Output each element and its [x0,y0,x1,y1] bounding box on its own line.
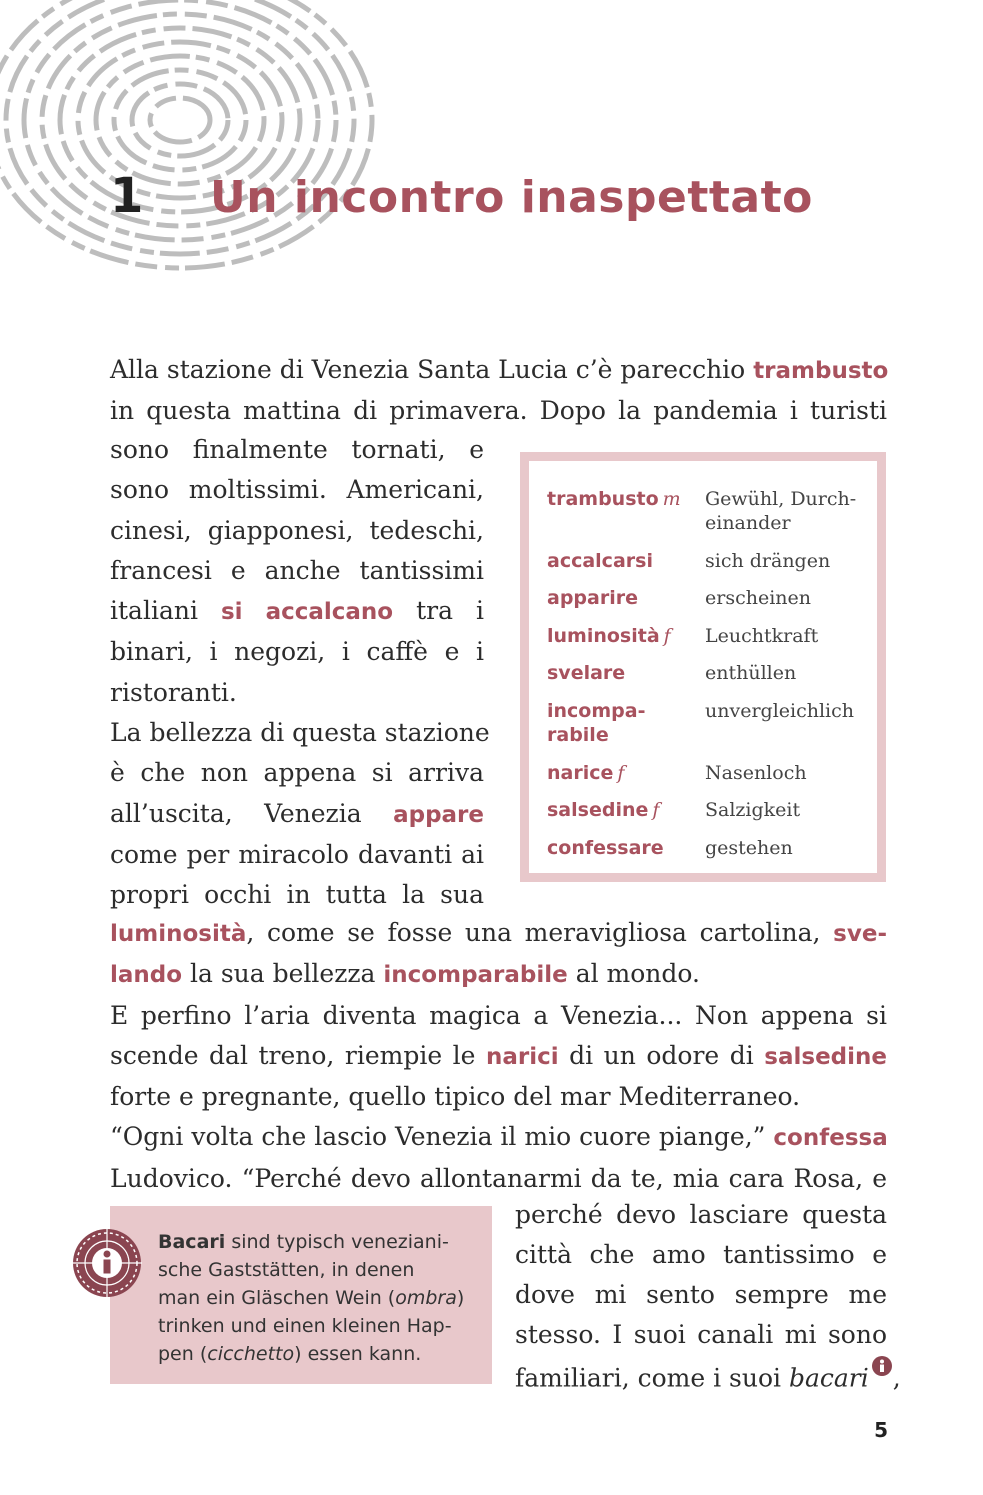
vocabulary-translation: unvergleichlich [705,699,855,722]
info-icon [70,1226,144,1300]
page-number: 5 [874,1418,888,1442]
vocabulary-row [547,549,877,573]
vocabulary-term: accalcarsi [547,549,653,572]
vocabulary-translation: Gewühl, Durch- einander [705,488,857,534]
paragraph-intro: Alla stazione di Venezia Santa Lucia c’è parecchio trambusto in questa mattina di primavera. Dopo la pandemia i turisti [110,355,889,426]
paragraph-narrow: sono finalmente tornati, e sono moltissimi. Americani, cinesi, giapponesi, tedeschi, francesi e anche tantissimi italiani si accalcano tra i binari, i negozi, i caffè e i ristoranti. La bellezza di questa stazione è che non appena si arriva all’uscita, Venezia appare come per miracolo davanti ai propri occhi in tutta la sua [110,435,490,910]
keyword: appare [393,801,484,828]
vocabulary-translation: Salzigkeit [705,799,801,822]
info-text: Bacari sind typisch veneziani- sche Gaststätten, in denen man ein Gläschen Wein (ombra) trinken und einen kleinen Hap- pen (cicchetto) essen kann. [158,1231,465,1365]
keyword: salsedine [764,1043,887,1070]
vocabulary-row [547,624,877,648]
keyword: incomparabile [383,962,568,989]
vocabulary-gender: m [662,488,681,510]
keyword: sve- [833,921,887,947]
keyword: narici [485,1043,559,1070]
keyword: si accalcano [220,599,394,626]
vocabulary-term: trambusto m [547,488,681,510]
vocabulary-box [520,452,886,882]
vocabulary-gender: f [652,799,660,822]
vocabulary-translation: gestehen [705,836,793,859]
vocabulary-term: luminosità f [547,624,671,647]
vocabulary-translation: sich drängen [705,549,831,572]
vocabulary-row [547,761,877,785]
info-box [110,1206,492,1384]
keyword: confessa [773,1125,888,1152]
vocabulary-term: salsedine f [547,799,660,822]
vocabulary-gender: f [663,624,671,647]
info-reference-icon [871,1355,893,1377]
vocabulary-row [547,487,877,535]
vocabulary-translation: enthüllen [705,662,797,685]
vocabulary-row [547,661,877,685]
paragraph-right-column: perché devo lasciare questa città che amo tantissimo e dove mi sento sempre me stesso. I suoi canali mi sono familiari, come i suoi bacari , [515,1200,901,1393]
vocabulary-translation: Leuchtkraft [705,624,819,647]
vocabulary-gender: f [617,761,625,784]
keyword: luminosità [110,921,247,947]
vocabulary-term: narice f [547,761,625,784]
vocabulary-term: svelare [547,662,626,685]
vocabulary-row [547,836,877,860]
vocabulary-term: incompa- rabile [547,699,646,746]
vocabulary-list [529,461,877,873]
keyword: lando [110,962,183,989]
keyword: trambusto [753,358,889,384]
vocabulary-translation: Nasenloch [705,761,807,784]
vocabulary-row [547,699,877,747]
vocabulary-row [547,586,877,610]
chapter-heading [110,168,813,238]
fingerprint-decoration [0,0,380,300]
vocabulary-term: apparire [547,587,638,610]
vocabulary-term: confessare [547,836,664,859]
vocabulary-translation: erscheinen [705,587,811,610]
chapter-title: Un incontro inaspettato [210,172,813,223]
vocabulary-row [547,798,877,822]
chapter-number: 1 [110,168,144,224]
paragraph-main: luminosità, come se fosse una meravigliosa cartolina, sve- lando la sua bellezza incomparabile al mondo. E perfino l’aria diventa magica a Venezia... Non appena si scende dal treno, riempie le narici di un odore di salsedine forte e pregnante, quello tipico del mar Mediterraneo. “Ogni volta che lascio Venezia il mio cuore piange,” confessa Ludovico. “Perché devo allontanarmi da te, mia cara Rosa, e [110,918,888,1193]
